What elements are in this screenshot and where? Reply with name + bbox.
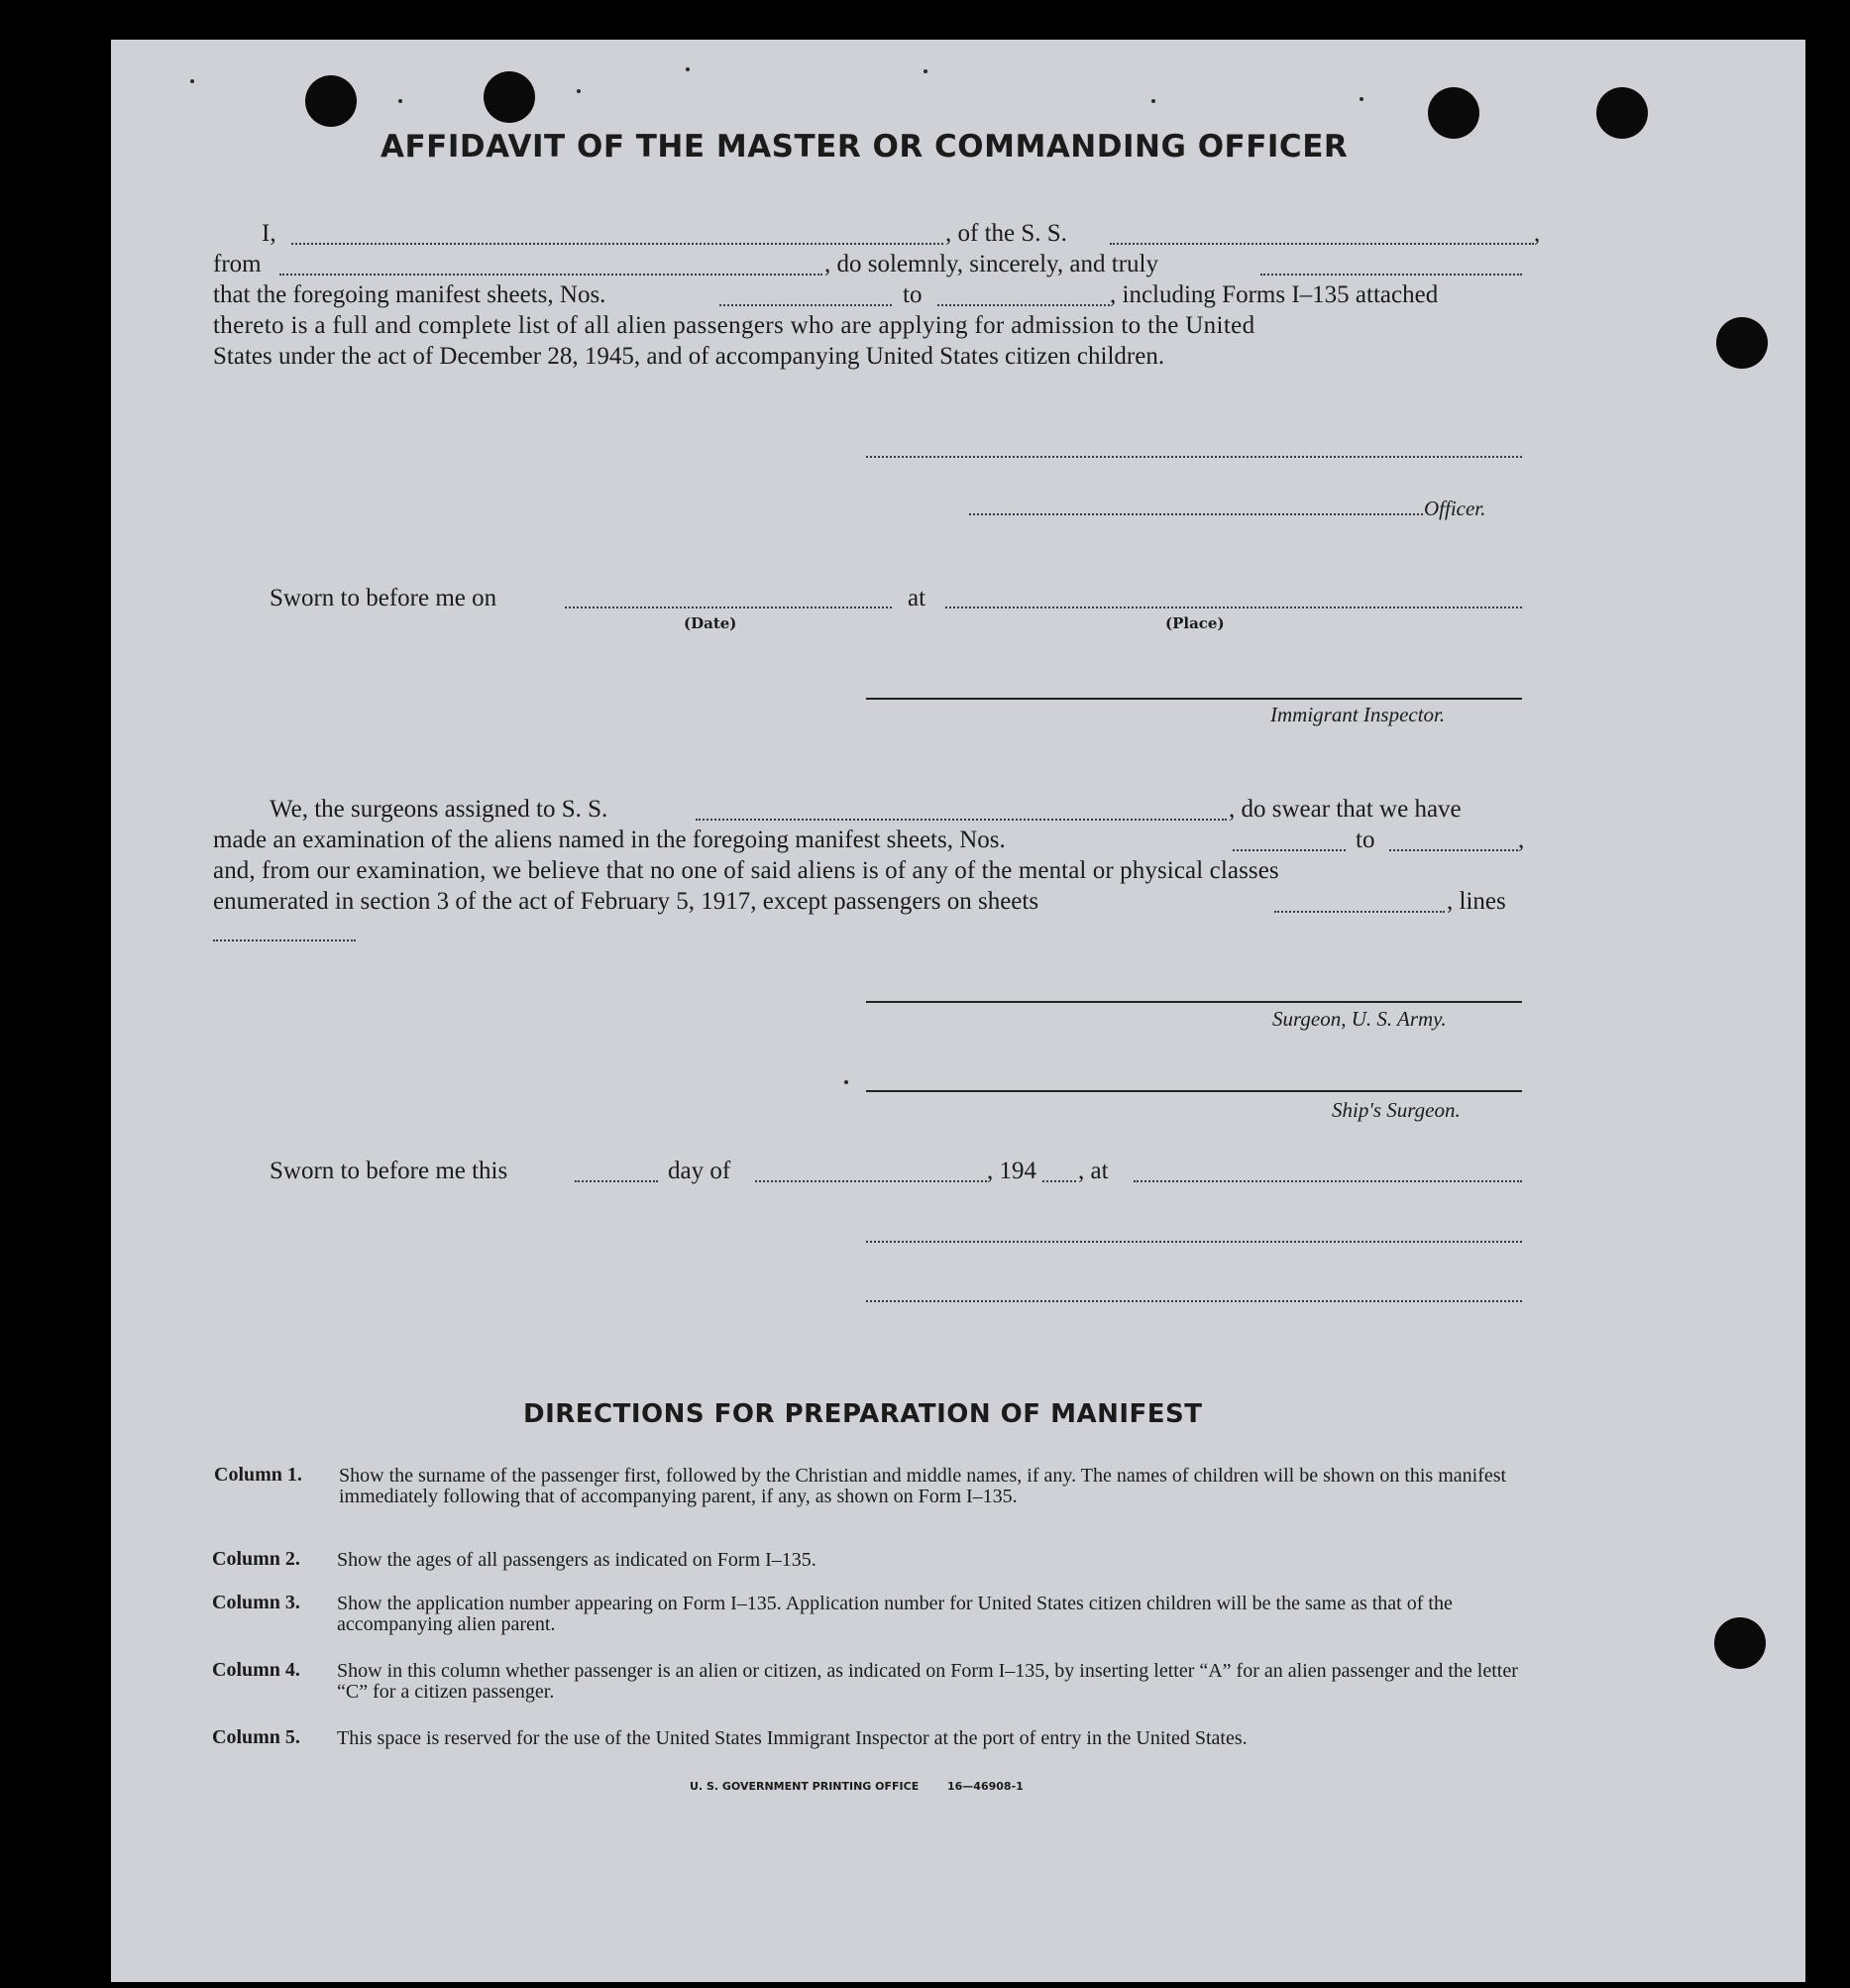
sworn-year-line[interactable] — [1042, 1180, 1076, 1182]
affidavit-line-3-c: , including Forms I–135 attached — [1110, 281, 1439, 308]
form-code: 16—46908-1 — [947, 1780, 1024, 1793]
affidavit-line-3-b: to — [903, 281, 923, 308]
signature-line-b[interactable] — [866, 1300, 1522, 1302]
punch-hole — [1716, 317, 1768, 369]
officer-signature-line-2[interactable] — [969, 513, 1423, 515]
surgeons-line-2-b: to — [1356, 827, 1375, 853]
sheet-to-line[interactable] — [937, 304, 1110, 306]
oath-word-line[interactable] — [1260, 274, 1522, 276]
surgeons-line-1-a: We, the surgeons assigned to S. S. — [270, 796, 608, 823]
from-port-line[interactable] — [279, 274, 822, 276]
punch-hole — [305, 75, 357, 127]
inspector-signature-line[interactable] — [866, 698, 1522, 700]
surgeon-sheet-to-line[interactable] — [1389, 849, 1518, 851]
column-1-text: Show the surname of the passenger first, followed by the Christian and middle names, if any. The names of children will be shown on this manifest immediately following that of accompanying parent, if any, as shown on Form I–135. — [339, 1465, 1507, 1507]
speck — [924, 69, 927, 73]
column-1-label: Column 1. — [214, 1464, 302, 1486]
column-4-label: Column 4. — [212, 1659, 300, 1681]
affidavit-line-5: States under the act of December 28, 1945, and of accompanying United States citizen children. — [213, 343, 1165, 370]
affidavit-title: AFFIDAVIT OF THE MASTER OR COMMANDING OFFICER — [381, 129, 1349, 165]
affidavit-line-3-a: that the foregoing manifest sheets, Nos. — [213, 281, 606, 308]
sworn-2-text-d: , at — [1078, 1158, 1109, 1184]
surgeons-line-4-a: enumerated in section 3 of the act of February 5, 1917, except passengers on sheets — [213, 888, 1039, 915]
speck — [844, 1080, 848, 1084]
surgeon-sheet-from-line[interactable] — [1233, 849, 1346, 851]
surgeons-line-1-b: , do swear that we have — [1229, 796, 1462, 823]
surgeon-ship-line[interactable] — [696, 819, 1227, 821]
punch-hole — [1428, 87, 1479, 139]
signature-line-a[interactable] — [866, 1241, 1522, 1243]
affidavit-line-1-a: I, — [262, 220, 276, 247]
sworn-2-text-c: , 194 — [987, 1158, 1036, 1184]
except-lines-line[interactable] — [213, 939, 356, 941]
surgeons-line-3: and, from our examination, we believe that no one of said aliens is of any of the mental or physical classes — [213, 857, 1279, 884]
punch-hole — [484, 71, 535, 123]
speck — [686, 67, 690, 71]
column-3-text: Show the application number appearing on Form I–135. Application number for United States citizen children will be the same as that of the accompanying alien parent. — [337, 1593, 1453, 1635]
document-page — [111, 40, 1805, 1982]
sworn-2-text-b: day of — [668, 1158, 731, 1184]
sheet-from-line[interactable] — [719, 304, 892, 306]
officer-label: Officer. — [1424, 497, 1486, 520]
army-surgeon-label: Surgeon, U. S. Army. — [1272, 1007, 1447, 1031]
column-4-text: Show in this column whether passenger is an alien or citizen, as indicated on Form I–135, by inserting letter “A” for an alien passenger and the letter “C” for a citizen passenger. — [337, 1660, 1518, 1703]
surgeons-line-2-a: made an examination of the aliens named in the foregoing manifest sheets, Nos. — [213, 827, 1006, 853]
sworn-place-line[interactable] — [945, 607, 1522, 608]
directions-title: DIRECTIONS FOR PREPARATION OF MANIFEST — [523, 1399, 1203, 1429]
sworn-1-text-a: Sworn to before me on — [270, 585, 497, 611]
ship-surgeon-signature-line[interactable] — [866, 1090, 1522, 1092]
place-caption: (Place) — [1165, 614, 1225, 632]
speck — [577, 89, 581, 93]
officer-signature-line-1[interactable] — [866, 456, 1522, 458]
army-surgeon-signature-line[interactable] — [866, 1001, 1522, 1003]
speck — [190, 79, 194, 83]
except-sheets-line[interactable] — [1274, 911, 1445, 913]
column-5-text: This space is reserved for the use of the United States Immigrant Inspector at the port of entry in the United States. — [337, 1727, 1248, 1749]
column-2-text: Show the ages of all passengers as indicated on Form I–135. — [337, 1549, 816, 1571]
printer-imprint: U. S. GOVERNMENT PRINTING OFFICE — [690, 1780, 920, 1793]
speck — [398, 99, 402, 103]
surgeons-line-2-c: , — [1518, 827, 1525, 853]
speck — [1151, 99, 1155, 103]
affidavit-line-1-c: , — [1534, 220, 1541, 247]
inspector-label: Immigrant Inspector. — [1270, 703, 1446, 726]
column-5-label: Column 5. — [212, 1726, 300, 1748]
master-name-line[interactable] — [291, 243, 943, 245]
date-caption: (Date) — [684, 614, 737, 632]
sworn-2-place-line[interactable] — [1134, 1180, 1522, 1182]
speck — [1360, 97, 1363, 101]
affidavit-line-2-b: , do solemnly, sincerely, and truly — [824, 251, 1158, 277]
punch-hole — [1714, 1617, 1766, 1669]
affidavit-line-2-a: from — [213, 251, 262, 277]
sworn-2-text-a: Sworn to before me this — [270, 1158, 508, 1184]
punch-hole — [1596, 87, 1648, 139]
affidavit-line-1-b: , of the S. S. — [945, 220, 1067, 247]
sworn-month-line[interactable] — [755, 1180, 987, 1182]
surgeons-line-4-b: , lines — [1447, 888, 1506, 915]
sworn-1-text-b: at — [908, 585, 926, 611]
affidavit-line-4: thereto is a full and complete list of all alien passengers who are applying for admission to the United — [213, 312, 1255, 339]
ship-name-line[interactable] — [1110, 243, 1534, 245]
sworn-day-line[interactable] — [575, 1180, 658, 1182]
column-2-label: Column 2. — [212, 1548, 300, 1570]
ship-surgeon-label: Ship's Surgeon. — [1332, 1098, 1461, 1122]
sworn-date-line[interactable] — [565, 607, 892, 608]
column-3-label: Column 3. — [212, 1592, 300, 1613]
